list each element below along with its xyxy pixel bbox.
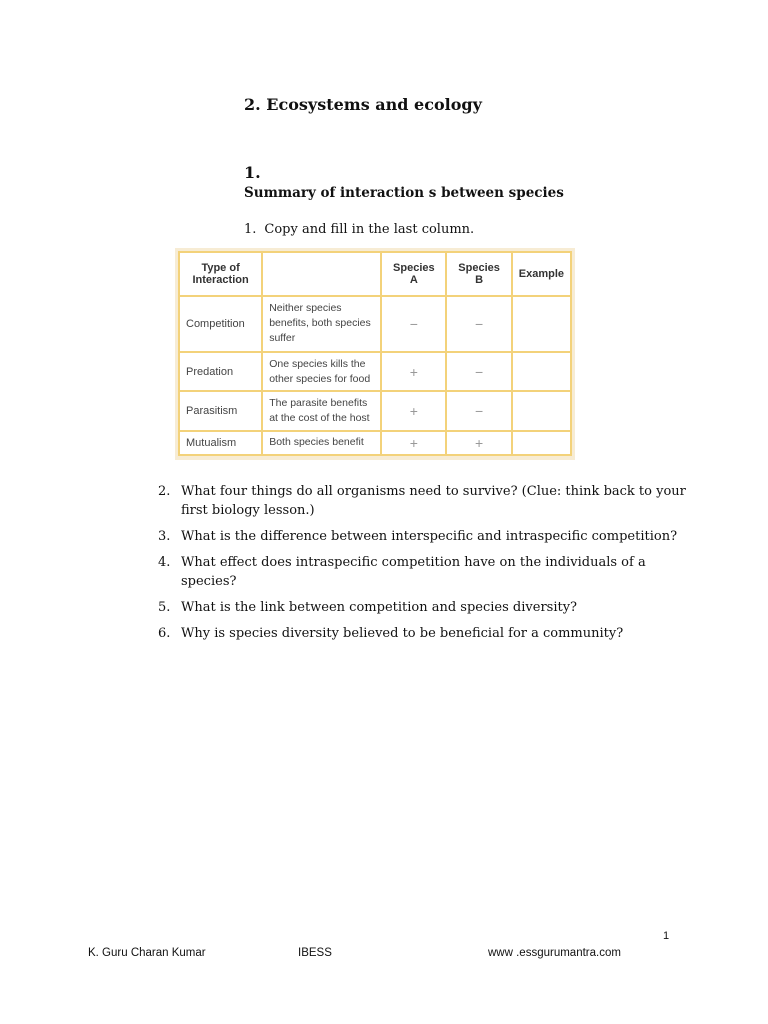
section-number: 1. bbox=[244, 163, 261, 182]
question-text: Why is species diversity believed to be beneficial for a community? bbox=[181, 626, 624, 641]
row-species-a: + bbox=[381, 391, 446, 430]
table-row bbox=[179, 391, 571, 430]
header-species-a: Species A bbox=[381, 252, 446, 296]
footer-course: IBESS bbox=[298, 947, 332, 959]
question-text: What is the difference between interspecific and intraspecific competition? bbox=[181, 529, 678, 544]
row-type: Mutualism bbox=[179, 431, 262, 455]
header-example: Example bbox=[512, 252, 571, 296]
row-description: One species kills the other species for food bbox=[262, 352, 381, 391]
question-number: 2. bbox=[158, 484, 171, 499]
question-number: 6. bbox=[158, 626, 171, 641]
question-number: 3. bbox=[158, 529, 171, 544]
header-type: Type of Interaction bbox=[179, 252, 262, 296]
instruction-text: Copy and fill in the last column. bbox=[264, 222, 475, 237]
footer-website: www .essgurumantra.com bbox=[488, 947, 621, 959]
row-type: Parasitism bbox=[179, 391, 262, 430]
page-heading: 2. Ecosystems and ecology bbox=[244, 95, 482, 114]
header-species-b: Species B bbox=[446, 252, 511, 296]
row-species-b: − bbox=[446, 352, 511, 391]
row-species-b: + bbox=[446, 431, 511, 455]
table-row bbox=[179, 352, 571, 391]
row-example bbox=[512, 296, 571, 352]
list-item bbox=[158, 482, 688, 520]
row-species-a: − bbox=[381, 296, 446, 352]
question-number: 4. bbox=[158, 555, 171, 570]
table-row bbox=[179, 296, 571, 352]
section-title: Summary of interaction s between species bbox=[244, 185, 564, 201]
instruction bbox=[244, 222, 474, 237]
list-item bbox=[158, 624, 688, 643]
footer-author: K. Guru Charan Kumar bbox=[88, 947, 206, 959]
row-description: The parasite benefits at the cost of the host bbox=[262, 391, 381, 430]
table-row bbox=[179, 431, 571, 455]
header-description bbox=[262, 252, 381, 296]
row-example bbox=[512, 391, 571, 430]
question-text: What four things do all organisms need to survive? (Clue: think back to your first biology lesson.) bbox=[181, 484, 686, 518]
row-species-b: − bbox=[446, 391, 511, 430]
list-item bbox=[158, 598, 688, 617]
row-example bbox=[512, 431, 571, 455]
row-description: Neither species benefits, both species suffer bbox=[262, 296, 381, 352]
row-species-a: + bbox=[381, 352, 446, 391]
row-species-a: + bbox=[381, 431, 446, 455]
row-species-b: − bbox=[446, 296, 511, 352]
list-item bbox=[158, 527, 688, 546]
row-type: Predation bbox=[179, 352, 262, 391]
question-text: What effect does intraspecific competition have on the individuals of a species? bbox=[181, 555, 646, 589]
row-type: Competition bbox=[179, 296, 262, 352]
interaction-table bbox=[178, 251, 572, 456]
question-number: 5. bbox=[158, 600, 171, 615]
question-list bbox=[158, 482, 688, 650]
interaction-table-figure bbox=[175, 248, 575, 460]
row-example bbox=[512, 352, 571, 391]
question-text: What is the link between competition and species diversity? bbox=[181, 600, 578, 615]
list-item bbox=[158, 553, 688, 591]
row-description: Both species benefit bbox=[262, 431, 381, 455]
table-header-row bbox=[179, 252, 571, 296]
instruction-number: 1. bbox=[244, 222, 257, 237]
page-number: 1 bbox=[663, 930, 670, 942]
